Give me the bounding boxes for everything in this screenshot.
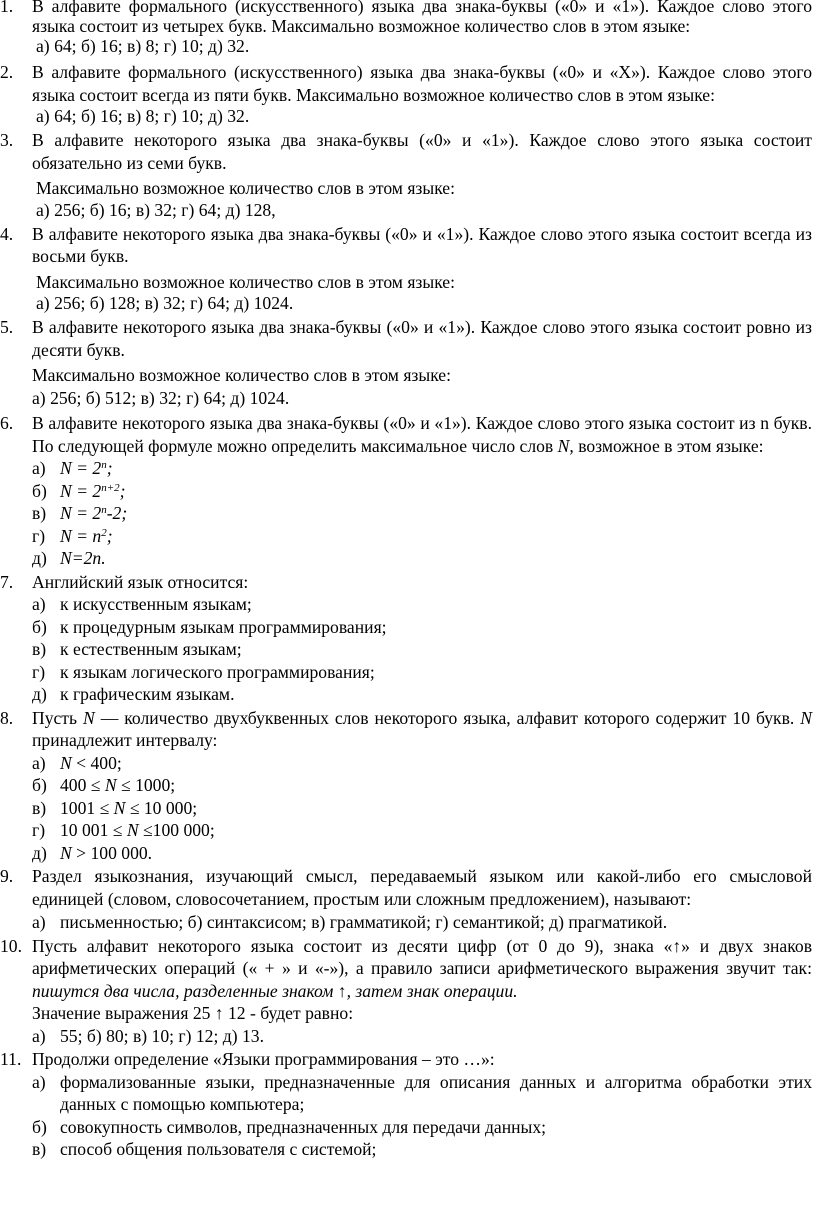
- option-item: [0, 1116, 816, 1139]
- question-9: [0, 865, 816, 910]
- option-text: ≤ 10 000;: [129, 797, 198, 818]
- option-letter: б): [32, 480, 47, 501]
- question-rule-italic: пишутся два числа, разделенные знаком ↑, затем знак операции.: [32, 980, 518, 1001]
- option-text: к графическим языкам.: [60, 684, 235, 704]
- option-item: [0, 593, 816, 616]
- variable-n: N,: [557, 435, 574, 456]
- answer-options: а) 256; б) 512; в) 32; г) 64; д) 1024.: [32, 387, 290, 408]
- question-text: В алфавите некоторого языка два знака-буквы («0» и «1»). Каждое слово этого языка состоит обязательно из семи букв.: [32, 130, 812, 173]
- option-text: ≤ 1000;: [121, 775, 176, 795]
- question-7: [0, 571, 816, 594]
- question-text: Продолжи определение «Языки программирования – это …»:: [32, 1049, 495, 1069]
- option-text: ≤100 000;: [143, 820, 215, 840]
- option-text: совокупность символов, предназначенных для передачи данных;: [60, 1116, 547, 1137]
- question-number: 3.: [0, 130, 14, 150]
- option-item: [0, 1071, 816, 1116]
- option-letter: д): [32, 842, 47, 863]
- variable-n: N: [83, 707, 95, 728]
- question-10: [0, 935, 816, 1025]
- option-text-pre: 10 001 ≤: [60, 820, 123, 840]
- option-text: способ общения пользователя с системой;: [60, 1139, 377, 1159]
- question-text: Раздел языкознания, изучающий смысл, передаваемый языком или какой-либо его смысловой единицей (словом, словосочетанием, простым или сложным предложением), называют:: [32, 866, 812, 909]
- option-letter: а): [32, 594, 46, 614]
- question-subtext: Максимально возможное количество слов в этом языке:: [36, 178, 456, 198]
- question-number: 9.: [0, 866, 14, 886]
- question-number: 6.: [0, 413, 14, 433]
- formula-exponent: 2: [101, 526, 107, 539]
- question-text-end: возможное в этом языке:: [578, 435, 764, 456]
- option-item: [0, 911, 816, 934]
- option-text: к естественным языкам;: [60, 639, 242, 659]
- option-letter: в): [32, 1139, 47, 1159]
- option-letter: б): [32, 616, 47, 637]
- question-3: [0, 129, 816, 220]
- option-letter: г): [32, 820, 46, 840]
- option-item: [0, 819, 816, 842]
- formula-exponent: n: [101, 459, 107, 471]
- formula-tail: ;: [106, 525, 113, 546]
- question-text-end: принадлежит интервалу:: [32, 730, 218, 750]
- option-item: [0, 1025, 816, 1048]
- option-text: < 400;: [76, 752, 122, 773]
- option-letter: а): [32, 458, 46, 478]
- formula-exponent: n+2: [101, 481, 120, 494]
- option-item: [0, 842, 816, 865]
- question-8: [0, 707, 816, 752]
- formula: N = n: [60, 525, 102, 546]
- option-item: [0, 547, 816, 570]
- option-item: [0, 752, 816, 775]
- question-11: [0, 1048, 816, 1071]
- formula-tail: -2;: [106, 503, 128, 523]
- formula: N = 2: [60, 480, 102, 501]
- option-text: к языкам логического программирования;: [60, 661, 375, 682]
- question-5: [0, 316, 816, 409]
- option-text: 55; б) 80; в) 10; г) 12; д) 13.: [60, 1025, 264, 1046]
- question-number: 7.: [0, 571, 14, 592]
- question-number: 11.: [0, 1049, 22, 1069]
- question-4: [0, 223, 816, 314]
- question-subtext: Максимально возможное количество слов в этом языке:: [36, 271, 456, 292]
- answer-options: а) 256; б) 128; в) 32; г) 64; д) 1024.: [36, 293, 294, 313]
- variable-n: N: [60, 752, 72, 773]
- question-text: В алфавите некоторого языка два знака-буквы («0» и «1»). Каждое слово этого языка состоит из n букв. По следующей формуле можно определить максимальное число слов: [32, 413, 812, 456]
- option-text: к процедурным языкам программирования;: [60, 616, 387, 637]
- question-6: [0, 412, 816, 457]
- formula-tail: ;: [119, 480, 126, 501]
- option-item: [0, 616, 816, 639]
- option-text: к искусственным языкам;: [60, 594, 252, 614]
- question-text: Английский язык относится:: [32, 571, 249, 592]
- formula-tail: ;: [106, 458, 113, 478]
- answer-options: а) 256; б) 16; в) 32; г) 64; д) 128,: [36, 199, 276, 220]
- option-item: [0, 502, 816, 525]
- question-subtext: Максимально возможное количество слов в этом языке:: [32, 365, 452, 385]
- question-text: В алфавите формального (искусственного) языка два знака-буквы («0» и «1»). Каждое слово этого языка состоит из четырех букв. Максимально возможное количество слов в этом языке:: [32, 0, 812, 36]
- formula: N=2n.: [60, 548, 106, 568]
- option-letter: д): [32, 684, 47, 704]
- option-item: [0, 457, 816, 480]
- option-item: [0, 1138, 816, 1161]
- option-text: формализованные языки, предназначенные для описания данных и алгоритма обработки этих данных с помощью компьютера;: [60, 1071, 812, 1114]
- option-text: письменностью; б) синтаксисом; в) грамматикой; г) семантикой; д) прагматикой.: [60, 912, 668, 932]
- variable-n: N: [60, 842, 72, 863]
- option-letter: в): [32, 503, 47, 523]
- question-number: 10.: [0, 935, 22, 956]
- option-item: [0, 683, 816, 706]
- question-number: 5.: [0, 317, 14, 337]
- option-letter: а): [32, 1025, 46, 1046]
- option-item: [0, 525, 816, 548]
- option-item: [0, 797, 816, 820]
- option-text: > 100 000.: [76, 842, 153, 863]
- option-letter: а): [32, 752, 46, 773]
- variable-n: N: [113, 797, 126, 818]
- option-letter: а): [32, 912, 46, 932]
- option-letter: в): [32, 797, 47, 818]
- option-letter: а): [32, 1071, 46, 1092]
- question-text: Пусть алфавит некоторого языка состоит из десяти цифр (от 0 до 9), знака «↑» и двух знаков арифметических операций (« + » и «-»), а правило записи арифметического выражения звучит так:: [32, 935, 812, 978]
- option-text-pre: 400 ≤: [60, 775, 101, 795]
- answer-options: а) 64; б) 16; в) 8; г) 10; д) 32.: [36, 106, 250, 126]
- option-item: [0, 774, 816, 797]
- question-number: 4.: [0, 223, 14, 244]
- option-letter: б): [32, 775, 47, 795]
- option-item: [0, 661, 816, 684]
- question-text: — количество двухбуквенных слов некоторого языка, алфавит которого содержит 10 букв.: [100, 707, 795, 728]
- question-subtext: Значение выражения 25 ↑ 12 - будет равно:: [32, 1003, 354, 1023]
- option-letter: г): [32, 525, 46, 546]
- option-letter: г): [32, 661, 46, 682]
- variable-n: N: [126, 820, 139, 840]
- variable-n: N: [104, 775, 117, 795]
- option-letter: в): [32, 639, 47, 659]
- question-text: В алфавите формального (искусственного) языка два знака-буквы («0» и «Х»). Каждое слово этого языка состоит всегда из пяти букв. Максимально возможное количество слов в этом языке:: [32, 62, 812, 105]
- question-number: 8.: [0, 707, 14, 728]
- question-number: 1.: [0, 0, 14, 16]
- question-text-pre: Пусть: [32, 707, 78, 728]
- variable-n: N: [800, 707, 813, 728]
- option-item: [0, 638, 816, 661]
- formula: N = 2: [60, 458, 102, 478]
- option-letter: д): [32, 548, 47, 568]
- question-1: [0, 0, 816, 56]
- option-item: [0, 480, 816, 503]
- formula-exponent: n: [101, 504, 107, 516]
- question-2: [0, 61, 816, 126]
- answer-options: а) 64; б) 16; в) 8; г) 10; д) 32.: [36, 36, 250, 56]
- question-text: В алфавите некоторого языка два знака-буквы («0» и «1»). Каждое слово этого языка состоит всегда из восьми букв.: [32, 223, 812, 266]
- question-number: 2.: [0, 62, 14, 82]
- question-text: В алфавите некоторого языка два знака-буквы («0» и «1»). Каждое слово этого языка состоит ровно из десяти букв.: [32, 317, 812, 360]
- option-text-pre: 1001 ≤: [60, 797, 110, 818]
- option-letter: б): [32, 1116, 47, 1137]
- formula: N = 2: [60, 503, 102, 523]
